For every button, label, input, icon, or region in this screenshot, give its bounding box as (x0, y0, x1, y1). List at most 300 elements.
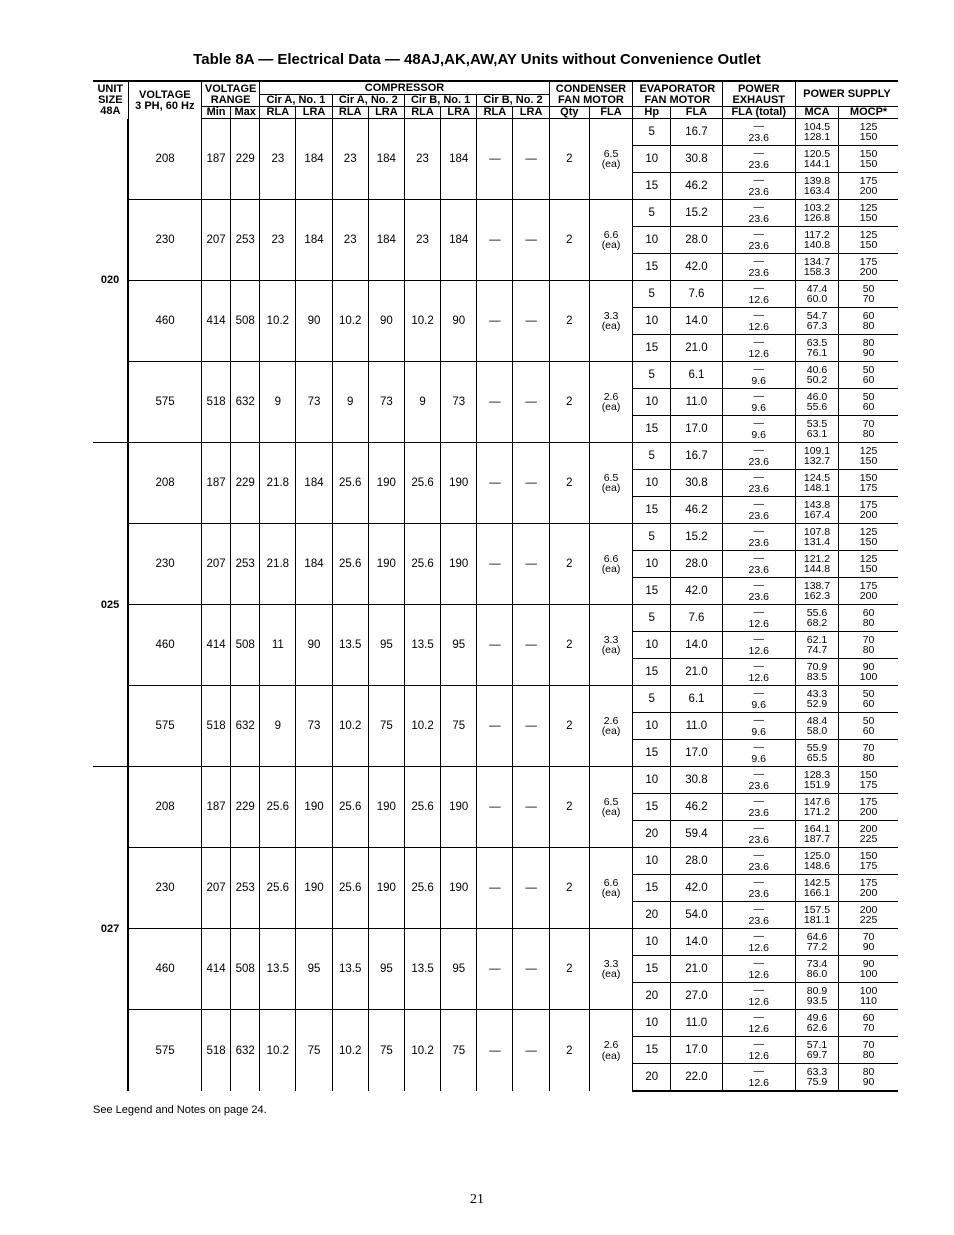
mocp-header: MOCP* (839, 107, 898, 119)
cir-b2-lra: — (513, 1010, 549, 1092)
cir-b1-rla: 25.6 (404, 524, 440, 605)
power-supply-header: POWER SUPPLY (795, 81, 898, 107)
evaporator-fla: 11.0 (671, 389, 722, 416)
mocp-value: 90 (862, 660, 875, 673)
cir-a1-lra: 184 (296, 443, 332, 524)
mocp-cell (839, 416, 898, 443)
table-row (93, 281, 898, 308)
cir-a2-rla: 10.2 (332, 686, 368, 767)
table-row (93, 686, 898, 713)
power-exhaust-value: 23.6 (748, 456, 769, 468)
mca-value: 70.9 (806, 660, 828, 673)
power-exhaust-dash: — (753, 228, 764, 240)
power-exhaust-dash: — (753, 822, 764, 834)
condenser-fla-ea: (ea) (601, 239, 621, 251)
cir-b1-rla: 25.6 (404, 767, 440, 848)
fla-header: FLA (671, 107, 722, 119)
condenser-fla-ea: (ea) (601, 320, 621, 332)
voltage-max: 508 (231, 929, 260, 1010)
cir-b1-rla: 25.6 (404, 848, 440, 929)
mocp-cell (839, 551, 898, 578)
lra-header: LRA (441, 107, 477, 119)
power-exhaust-fla (722, 389, 795, 416)
voltage-cell: 230 (128, 848, 201, 929)
power-exhaust-value: 23.6 (748, 240, 769, 252)
mca-value: 142.5 (803, 876, 831, 889)
power-exhaust-fla (722, 200, 795, 227)
evaporator-fla: 17.0 (671, 416, 722, 443)
power-exhaust-dash: — (753, 876, 764, 888)
mocp-value: 150 (859, 147, 878, 160)
cir-b2-rla: — (477, 605, 513, 686)
condenser-fla (589, 686, 632, 767)
cir-b2-lra: — (513, 362, 549, 443)
evaporator-hp: 10 (633, 146, 671, 173)
cir-a1-rla: 10.2 (260, 281, 296, 362)
mocp-value: 100 (859, 671, 878, 683)
evaporator-fla: 14.0 (671, 308, 722, 335)
table-header (93, 81, 898, 119)
power-exhaust-fla (722, 497, 795, 524)
unit-size-line: SIZE (98, 94, 123, 107)
cir-a1-lra: 190 (296, 767, 332, 848)
mca-cell (795, 200, 838, 227)
mca-value: 63.5 (806, 336, 828, 349)
min-header: Min (202, 107, 231, 119)
mocp-cell (839, 443, 898, 470)
mocp-cell (839, 335, 898, 362)
cir-b2-rla: — (477, 200, 513, 281)
mocp-value: 150 (859, 455, 878, 467)
compressor-header: COMPRESSOR (260, 81, 549, 95)
mocp-cell (839, 227, 898, 254)
evaporator-fla: 54.0 (671, 902, 722, 929)
mocp-value: 80 (862, 752, 875, 764)
mocp-cell (839, 146, 898, 173)
cir-a2-rla: 23 (332, 119, 368, 200)
power-exhaust-value: 23.6 (748, 591, 769, 603)
table-row (93, 1010, 898, 1037)
mca-cell (795, 902, 838, 929)
mca-value: 55.6 (806, 606, 828, 619)
cir-a1-lra: 190 (296, 848, 332, 929)
voltage-cell: 575 (128, 686, 201, 767)
mocp-value: 60 (862, 309, 875, 322)
mocp-cell (839, 956, 898, 983)
evaporator-hp: 10 (633, 713, 671, 740)
condenser-qty: 2 (549, 119, 589, 200)
condenser-qty: 2 (549, 443, 589, 524)
mocp-cell (839, 281, 898, 308)
mca-cell (795, 875, 838, 902)
mca-value: 164.1 (803, 822, 831, 835)
power-exhaust-dash: — (753, 255, 764, 267)
mca-header: MCA (795, 107, 838, 119)
mca-value: 40.6 (806, 363, 828, 376)
power-exhaust-fla (722, 983, 795, 1010)
mca-cell (795, 848, 838, 875)
mca-value: 68.2 (806, 617, 828, 629)
mca-value: 147.6 (803, 795, 831, 808)
mocp-cell (839, 173, 898, 200)
voltage-cell: 208 (128, 443, 201, 524)
mca-cell (795, 281, 838, 308)
cir-b2-lra: — (513, 929, 549, 1010)
power-exhaust-dash: — (753, 552, 764, 564)
mocp-cell (839, 929, 898, 956)
mca-value: 93.5 (806, 995, 828, 1007)
mca-value: 157.5 (803, 903, 831, 916)
mocp-value: 200 (859, 822, 878, 835)
cir-b2-rla: — (477, 929, 513, 1010)
power-exhaust-dash: — (753, 1065, 764, 1077)
cir-a1-lra: 75 (296, 1010, 332, 1092)
evaporator-fla: 46.2 (671, 173, 722, 200)
fla-header: FLA (589, 107, 632, 119)
evaporator-fla: 15.2 (671, 200, 722, 227)
evaporator-fla: 6.1 (671, 362, 722, 389)
condenser-qty: 2 (549, 281, 589, 362)
power-exhaust-value: 23.6 (748, 780, 769, 792)
power-exhaust-fla (722, 335, 795, 362)
cir-b1-lra: 184 (441, 200, 477, 281)
cir-a2-rla: 10.2 (332, 1010, 368, 1092)
mca-cell (795, 794, 838, 821)
mocp-value: 150 (859, 563, 878, 575)
cir-a2-rla: 23 (332, 200, 368, 281)
condenser-fla-ea: (ea) (601, 887, 621, 899)
mocp-cell (839, 902, 898, 929)
power-exhaust-fla (722, 119, 795, 146)
power-exhaust-value: 9.6 (751, 753, 767, 765)
condenser-fla-value: 2.6 (603, 714, 619, 727)
condenser-fla-ea: (ea) (601, 968, 621, 980)
cir-a1-rla: 10.2 (260, 1010, 296, 1092)
power-exhaust-value: 12.6 (748, 618, 769, 630)
cir-b1-lra: 73 (441, 362, 477, 443)
mca-value: 69.7 (806, 1049, 828, 1061)
mca-value: 138.7 (803, 579, 831, 592)
mca-value: 73.4 (806, 957, 828, 970)
mca-cell (795, 551, 838, 578)
mca-value: 126.8 (803, 212, 831, 224)
mocp-cell (839, 740, 898, 767)
mocp-value: 60 (862, 401, 875, 413)
mca-cell (795, 686, 838, 713)
mocp-value: 150 (859, 849, 878, 862)
cir-a2-rla: 13.5 (332, 605, 368, 686)
power-exhaust-dash: — (753, 579, 764, 591)
cir-b1-lra: 90 (441, 281, 477, 362)
mocp-value: 125 (859, 552, 878, 565)
power-exhaust-fla (722, 443, 795, 470)
power-exhaust-value: 23.6 (748, 510, 769, 522)
mca-value: 140.8 (803, 239, 831, 251)
cir-b2-lra: — (513, 119, 549, 200)
cir-a2-lra: 190 (368, 443, 404, 524)
table-row (93, 443, 898, 470)
mocp-cell (839, 848, 898, 875)
voltage-min: 207 (202, 848, 231, 929)
mocp-cell (839, 875, 898, 902)
power-exhaust-fla (722, 605, 795, 632)
power-exhaust-dash: — (753, 498, 764, 510)
unit-size-line: UNIT (97, 83, 124, 96)
evaporator-hp: 10 (633, 308, 671, 335)
power-exhaust-dash: — (753, 714, 764, 726)
cir-a1-lra: 95 (296, 929, 332, 1010)
mocp-value: 70 (862, 930, 875, 943)
mocp-value: 175 (859, 779, 878, 791)
cir-a2-lra: 190 (368, 524, 404, 605)
condenser-fla-value: 6.6 (603, 876, 619, 889)
evaporator-hp: 15 (633, 659, 671, 686)
cir-b1-lra: 95 (441, 605, 477, 686)
table-row (93, 605, 898, 632)
mocp-value: 175 (859, 860, 878, 872)
voltage-min: 187 (202, 119, 231, 200)
mocp-value: 200 (859, 509, 878, 521)
mocp-cell (839, 119, 898, 146)
condenser-qty: 2 (549, 200, 589, 281)
table-row (93, 362, 898, 389)
cir-b2-rla: — (477, 848, 513, 929)
power-exhaust-dash: — (753, 849, 764, 861)
mca-cell (795, 173, 838, 200)
mocp-value: 60 (862, 725, 875, 737)
voltage-max: 253 (231, 524, 260, 605)
cir-a1-rla: 21.8 (260, 524, 296, 605)
mca-cell (795, 254, 838, 281)
cir-b2-header: Cir B, No. 2 (477, 95, 549, 107)
cir-b1-rla: 10.2 (404, 281, 440, 362)
mca-cell (795, 740, 838, 767)
power-exhaust-dash: — (753, 1038, 764, 1050)
cir-a2-rla: 25.6 (332, 767, 368, 848)
mca-cell (795, 956, 838, 983)
power-exhaust-value: 23.6 (748, 861, 769, 873)
mocp-value: 70 (862, 741, 875, 754)
mocp-value: 50 (862, 390, 875, 403)
power-exhaust-fla (722, 173, 795, 200)
cir-b1-rla: 10.2 (404, 1010, 440, 1092)
cir-b1-lra: 75 (441, 1010, 477, 1092)
evaporator-fla: 6.1 (671, 686, 722, 713)
evaporator-fla: 59.4 (671, 821, 722, 848)
footnote: See Legend and Notes on page 24. (93, 1104, 267, 1116)
mca-cell (795, 497, 838, 524)
cir-b2-lra: — (513, 443, 549, 524)
condenser-fla-ea: (ea) (601, 482, 621, 494)
evaporator-hp: 15 (633, 578, 671, 605)
evaporator-hp: 10 (633, 1010, 671, 1037)
mocp-value: 200 (859, 590, 878, 602)
condenser-fla-value: 6.5 (603, 795, 619, 808)
mca-cell (795, 767, 838, 794)
power-exhaust-fla (722, 767, 795, 794)
evaporator-hp: 15 (633, 794, 671, 821)
hp-header: Hp (633, 107, 671, 119)
evaporator-hp: 5 (633, 524, 671, 551)
evaporator-hp: 15 (633, 335, 671, 362)
mca-value: 65.5 (806, 752, 828, 764)
max-header: Max (231, 107, 260, 119)
power-exhaust-fla (722, 929, 795, 956)
mocp-value: 175 (859, 498, 878, 511)
mca-value: 46.0 (806, 390, 828, 403)
mocp-value: 150 (859, 471, 878, 484)
cir-b1-rla: 9 (404, 362, 440, 443)
rla-header: RLA (332, 107, 368, 119)
power-exhaust-value: 23.6 (748, 213, 769, 225)
power-exhaust-fla (722, 416, 795, 443)
power-exhaust-value: 9.6 (751, 699, 767, 711)
evaporator-fla: 17.0 (671, 1037, 722, 1064)
mca-cell (795, 713, 838, 740)
voltage-max: 229 (231, 119, 260, 200)
power-exhaust-fla (722, 362, 795, 389)
power-exhaust-value: 9.6 (751, 429, 767, 441)
condenser-qty: 2 (549, 1010, 589, 1092)
power-exhaust-dash: — (753, 309, 764, 321)
evaporator-fla: 7.6 (671, 605, 722, 632)
evaporator-fla: 30.8 (671, 470, 722, 497)
power-exhaust-dash: — (753, 660, 764, 672)
evaporator-fla: 11.0 (671, 713, 722, 740)
mca-value: 63.1 (806, 428, 828, 440)
cir-a1-lra: 184 (296, 119, 332, 200)
evaporator-fla: 15.2 (671, 524, 722, 551)
mca-value: 50.2 (806, 374, 828, 386)
condenser-fla-value: 6.5 (603, 147, 619, 160)
mocp-value: 90 (862, 347, 875, 359)
mocp-value: 150 (859, 158, 878, 170)
power-exhaust-dash: — (753, 174, 764, 186)
power-exhaust-dash: — (753, 444, 764, 456)
cir-a2-rla: 13.5 (332, 929, 368, 1010)
qty-header: Qty (549, 107, 589, 119)
condenser-fla-value: 3.3 (603, 309, 619, 322)
cir-a2-lra: 73 (368, 362, 404, 443)
mocp-cell (839, 308, 898, 335)
cir-b1-lra: 184 (441, 119, 477, 200)
evaporator-fla: 46.2 (671, 794, 722, 821)
evaporator-hp: 15 (633, 875, 671, 902)
mca-value: 181.1 (803, 914, 831, 926)
mocp-value: 200 (859, 903, 878, 916)
power-exhaust-dash: — (753, 741, 764, 753)
cir-b2-rla: — (477, 281, 513, 362)
mca-value: 86.0 (806, 968, 828, 980)
power-exhaust-fla (722, 659, 795, 686)
evaporator-hp: 10 (633, 767, 671, 794)
cir-b2-lra: — (513, 848, 549, 929)
mca-cell (795, 1064, 838, 1092)
evaporator-fla: 28.0 (671, 227, 722, 254)
condenser-fla-ea: (ea) (601, 644, 621, 656)
cir-a1-rla: 25.6 (260, 848, 296, 929)
cir-a1-lra: 73 (296, 686, 332, 767)
condenser-qty: 2 (549, 605, 589, 686)
condenser-fla-value: 6.5 (603, 471, 619, 484)
mca-cell (795, 1010, 838, 1037)
evaporator-hp: 5 (633, 200, 671, 227)
mocp-cell (839, 200, 898, 227)
mca-value: 74.7 (806, 644, 828, 656)
mca-value: 76.1 (806, 347, 828, 359)
cir-b1-rla: 25.6 (404, 443, 440, 524)
mocp-value: 60 (862, 698, 875, 710)
mca-value: 47.4 (806, 282, 828, 295)
mocp-cell (839, 1037, 898, 1064)
mocp-value: 100 (859, 968, 878, 980)
power-exhaust-value: 23.6 (748, 807, 769, 819)
condenser-fla (589, 1010, 632, 1092)
mocp-value: 200 (859, 266, 878, 278)
power-exhaust-dash: — (753, 525, 764, 537)
mca-cell (795, 632, 838, 659)
power-exhaust-fla (722, 740, 795, 767)
table-body (93, 119, 898, 1092)
mca-value: 55.6 (806, 401, 828, 413)
mocp-cell (839, 1064, 898, 1092)
cir-b1-lra: 95 (441, 929, 477, 1010)
power-exhaust-fla (722, 902, 795, 929)
cir-b2-lra: — (513, 686, 549, 767)
mca-value: 148.6 (803, 860, 831, 872)
mocp-value: 60 (862, 374, 875, 386)
table-title: Table 8A — Electrical Data — 48AJ,AK,AW,AY Units without Convenience Outlet (193, 51, 761, 68)
mca-cell (795, 659, 838, 686)
mocp-value: 70 (862, 417, 875, 430)
evaporator-hp: 5 (633, 686, 671, 713)
mocp-value: 80 (862, 644, 875, 656)
power-exhaust-header: POWER EXHAUST (722, 81, 795, 107)
power-exhaust-fla (722, 686, 795, 713)
mocp-cell (839, 605, 898, 632)
mca-value: 57.1 (806, 1038, 828, 1051)
mca-cell (795, 605, 838, 632)
power-exhaust-value: 12.6 (748, 996, 769, 1008)
mocp-cell (839, 578, 898, 605)
cir-a1-rla: 11 (260, 605, 296, 686)
evaporator-fla: 30.8 (671, 146, 722, 173)
power-exhaust-dash: — (753, 930, 764, 942)
power-exhaust-value: 12.6 (748, 321, 769, 333)
power-exhaust-dash: — (753, 768, 764, 780)
condenser-fla (589, 524, 632, 605)
cir-a1-rla: 9 (260, 686, 296, 767)
power-exhaust-dash: — (753, 417, 764, 429)
evaporator-fla: 30.8 (671, 767, 722, 794)
mocp-cell (839, 659, 898, 686)
voltage-min: 518 (202, 686, 231, 767)
mocp-cell (839, 821, 898, 848)
condenser-fla (589, 767, 632, 848)
condenser-qty: 2 (549, 767, 589, 848)
mca-value: 128.3 (803, 768, 831, 781)
power-exhaust-value: 23.6 (748, 888, 769, 900)
power-exhaust-value: 23.6 (748, 834, 769, 846)
mocp-value: 60 (862, 606, 875, 619)
mocp-value: 60 (862, 1011, 875, 1024)
mocp-value: 175 (859, 579, 878, 592)
power-exhaust-fla (722, 281, 795, 308)
voltage-max: 632 (231, 1010, 260, 1092)
power-exhaust-dash: — (753, 120, 764, 132)
power-exhaust-value: 9.6 (751, 402, 767, 414)
table-row (93, 119, 898, 146)
